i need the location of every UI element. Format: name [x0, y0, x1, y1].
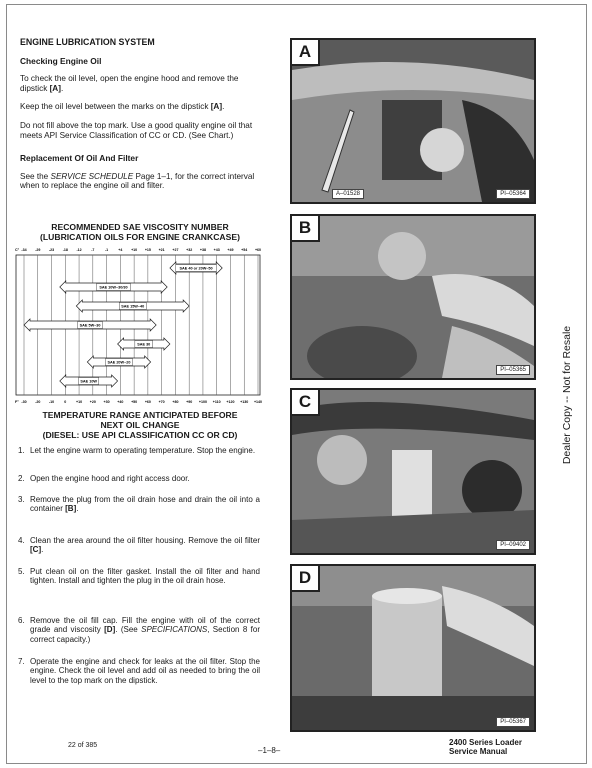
- celsius-tick-label: +38: [199, 248, 206, 252]
- intro-text: [20, 38, 260, 200]
- step-3: 3. Remove the plug from the oil drain hose and drain the oil into a container [B].: [18, 495, 260, 514]
- subheading-replacement: Replacement Of Oil And Filter: [20, 153, 139, 164]
- fahrenheit-tick-label: +60: [144, 400, 151, 404]
- step-1: 1. Let the engine warm to operating temperature. Stop the engine.: [18, 446, 256, 455]
- fahrenheit-tick-label: +80: [172, 400, 179, 404]
- photo-a-ref-code: A–01528: [332, 189, 364, 199]
- paragraph-level: Keep the oil level between the marks on the dipstick [A].: [20, 102, 225, 112]
- chart-title-line1: RECOMMENDED SAE VISCOSITY NUMBER: [51, 222, 229, 232]
- viscosity-band-label: SAE 40 or 20W–50: [179, 266, 213, 271]
- celsius-tick-label: +27: [172, 248, 179, 252]
- celsius-tick-label: -23: [48, 248, 55, 252]
- fahrenheit-tick-label: +50: [131, 400, 138, 404]
- celsius-tick-label: -18: [62, 248, 68, 252]
- viscosity-chart: [12, 243, 268, 408]
- fahrenheit-tick-label: +20: [89, 400, 96, 404]
- fahrenheit-tick-label: -10: [48, 400, 55, 404]
- photo-d: [290, 564, 536, 732]
- manual-title-line2: Service Manual: [449, 747, 508, 756]
- chart-caption: [14, 410, 266, 440]
- fahrenheit-tick-label: -20: [35, 400, 41, 404]
- photo-d-image: [292, 566, 534, 730]
- fahrenheit-tick-label: +100: [198, 400, 207, 404]
- celsius-tick-label: -1: [104, 248, 109, 252]
- celsius-tick-label: -34: [21, 248, 27, 252]
- celsius-tick-label: +4: [118, 248, 123, 252]
- photo-b-image: [292, 216, 534, 378]
- photo-c-letter: C: [292, 390, 320, 416]
- celsius-tick-label: -7: [91, 248, 95, 252]
- photo-a: [290, 38, 536, 204]
- page-number: –1–8–: [258, 746, 281, 755]
- paragraph-fill: Do not fill above the top mark. Use a good quality engine oil that meets API Service Classification of CC or CD. (See Chart.): [20, 120, 253, 140]
- fahrenheit-tick-label: +120: [226, 400, 235, 404]
- photo-d-letter: D: [292, 566, 320, 592]
- photo-c-pi-code: PI–09402: [496, 540, 530, 550]
- photo-c: [290, 388, 536, 555]
- page-count: 22 of 385: [68, 742, 98, 749]
- fahrenheit-tick-label: +140: [253, 400, 263, 404]
- fahrenheit-unit-label: F°: [15, 400, 19, 404]
- celsius-tick-label: +49: [227, 248, 234, 252]
- photo-a-letter: A: [292, 40, 320, 66]
- photo-b: [290, 214, 536, 380]
- photo-a-image: [292, 40, 534, 202]
- fahrenheit-tick-label: 0: [64, 400, 67, 404]
- viscosity-band-label: SAE 5W–30: [79, 323, 101, 328]
- fahrenheit-tick-label: +130: [240, 400, 249, 404]
- paragraph-check: To check the oil level, open the engine hood and remove the dipstick [A].: [20, 74, 239, 93]
- manual-title-line1: 2400 Series Loader: [449, 738, 522, 747]
- step-7: 7. Operate the engine and check for leaks at the oil filter. Stop the engine. Check the oil level and add oil as needed to bring the oil level to the top mark on the dipstick.: [18, 657, 260, 685]
- step-5: 5. Put clean oil on the filter gasket. Install the oil filter and hand tighten. Install and tighten the plug in the oil drain hose.: [18, 567, 260, 586]
- photo-d-pi-code: PI–05367: [496, 717, 530, 727]
- viscosity-band-label: SAE 15W–40: [121, 304, 145, 309]
- celsius-tick-label: -12: [76, 248, 82, 252]
- celsius-tick-label: +43: [213, 248, 220, 252]
- step-6: 6. Remove the oil fill cap. Fill the engine with oil of the correct grade and viscosity [D]. (See SPECIFICATIONS, Section 8 for correct capacity.): [18, 616, 260, 644]
- photo-b-letter: B: [292, 216, 320, 242]
- paragraph-schedule: See the SERVICE SCHEDULE Page 1–1, for the correct interval when to replace the engine oil and filter.: [20, 171, 255, 191]
- fahrenheit-tick-label: +40: [117, 400, 124, 404]
- fahrenheit-tick-label: +10: [76, 400, 83, 404]
- celsius-tick-label: +21: [158, 248, 165, 252]
- celsius-tick-label: +15: [144, 248, 151, 252]
- fahrenheit-tick-label: -30: [21, 400, 27, 404]
- celsius-tick-label: +54: [241, 248, 248, 252]
- chart-title: [14, 222, 266, 242]
- celsius-tick-label: -29: [35, 248, 41, 252]
- celsius-tick-label: +10: [131, 248, 138, 252]
- step-2: 2. Open the engine hood and right access door.: [18, 474, 190, 483]
- chart-caption-line2: NEXT OIL CHANGE: [100, 420, 180, 430]
- chart-caption-line3: (DIESEL: USE API CLASSIFICATION CC OR CD): [42, 430, 238, 440]
- dealer-copy-notice: Dealer Copy -- Not for Resale: [561, 325, 573, 465]
- photo-c-image: [292, 390, 534, 553]
- viscosity-band-label: SAE 10W: [80, 379, 98, 384]
- viscosity-band-label: SAE 20W–20: [107, 360, 131, 365]
- viscosity-band-label: SAE 10W–30/30: [99, 285, 128, 290]
- viscosity-band-label: SAE 30: [137, 342, 151, 347]
- chart-caption-line1: TEMPERATURE RANGE ANTICIPATED BEFORE: [42, 410, 238, 420]
- fahrenheit-tick-label: +90: [186, 400, 193, 404]
- manual-title: [449, 738, 522, 756]
- photo-b-pi-code: PI–05365: [496, 365, 530, 375]
- section-heading: ENGINE LUBRICATION SYSTEM: [20, 37, 155, 47]
- photo-a-pi-code: PI–05364: [496, 189, 530, 199]
- celsius-tick-label: +32: [186, 248, 193, 252]
- fahrenheit-tick-label: +30: [103, 400, 110, 404]
- chart-title-line2: (LUBRICATION OILS FOR ENGINE CRANKCASE): [40, 232, 240, 242]
- fahrenheit-tick-label: +110: [212, 400, 221, 404]
- subheading-checking-oil: Checking Engine Oil: [20, 55, 102, 66]
- fahrenheit-tick-label: +70: [158, 400, 165, 404]
- celsius-unit-label: C°: [15, 248, 20, 252]
- step-4: 4. Clean the area around the oil filter housing. Remove the oil filter [C].: [18, 536, 260, 555]
- celsius-tick-label: +60: [254, 248, 262, 252]
